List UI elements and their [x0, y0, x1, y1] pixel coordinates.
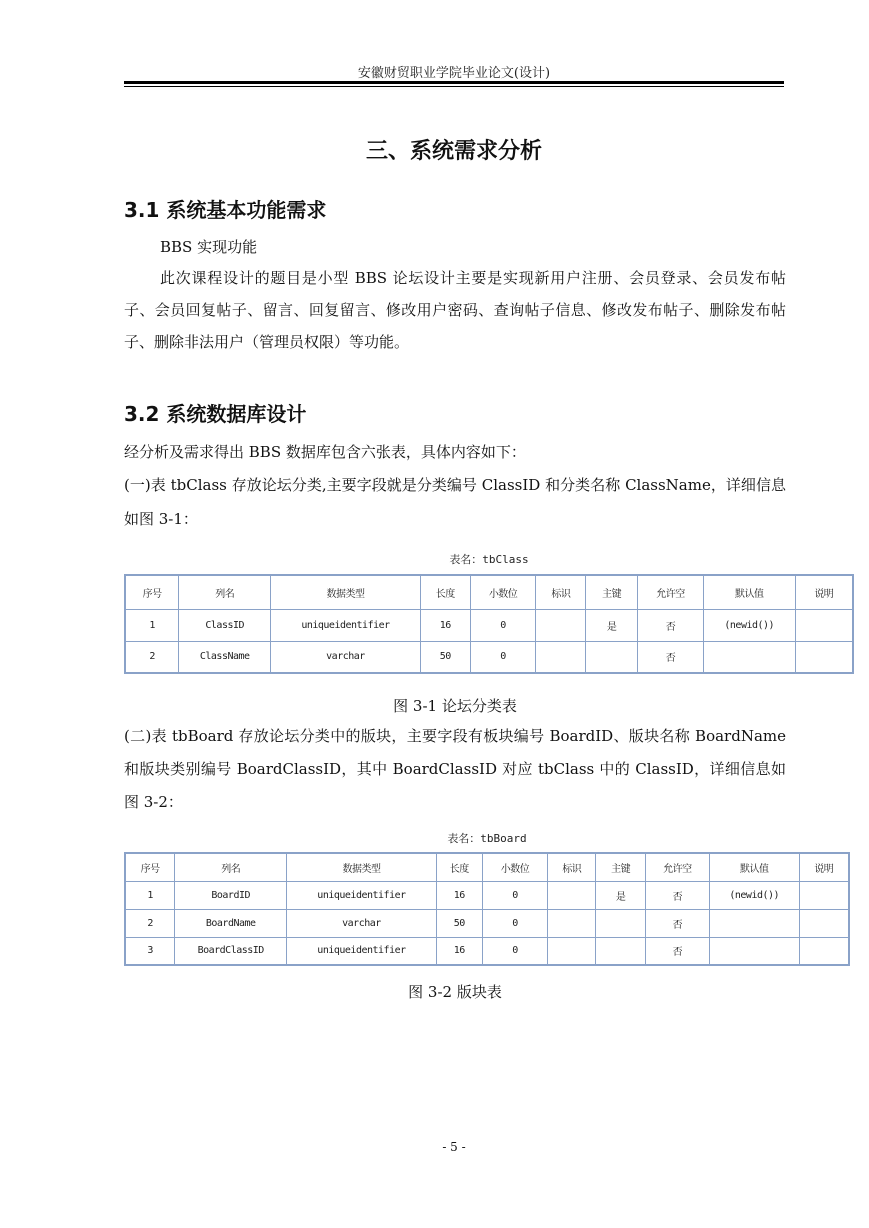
table-cell	[536, 641, 586, 673]
section-3-1-paragraph: 此次课程设计的题目是小型 BBS 论坛设计主要是实现新用户注册、会员登录、会员发布帖子、会员回复帖子、留言、回复留言、修改用户密码、查询帖子信息、修改发布帖子、删除发布帖子、删除非法用户（管理员权限）等功能。	[124, 269, 786, 351]
table-cell: 2	[125, 909, 175, 937]
table-cell: uniqueidentifier	[287, 881, 437, 909]
table-cell: 16	[436, 881, 482, 909]
table-cell: (newid())	[709, 881, 799, 909]
section-3-2-item-1: (一)表 tbClass 存放论坛分类,主要字段就是分类编号 ClassID 和分类名称 ClassName，详细信息如图 3-1：	[124, 476, 786, 528]
table-cell: 50	[420, 641, 470, 673]
table-cell: 0	[482, 881, 548, 909]
table-cell: uniqueidentifier	[287, 937, 437, 965]
section-3-2-intro: 经分析及需求得出 BBS 数据库包含六张表，具体内容如下：	[124, 443, 526, 461]
figure-3-2-caption: 图 3-2 版块表	[408, 983, 502, 1001]
table-tbboard	[124, 852, 850, 966]
table-cell	[799, 909, 849, 937]
column-header: 主键	[586, 575, 638, 609]
column-header: 默认值	[709, 853, 799, 881]
table-2-label: 表名：tbBoard	[447, 832, 527, 845]
table-cell: varchar	[287, 909, 437, 937]
table-cell: 16	[436, 937, 482, 965]
table-cell	[548, 881, 596, 909]
chapter-title: 三、系统需求分析	[365, 139, 542, 164]
running-header: 安徽财贸职业学院毕业论文(设计)	[357, 66, 551, 81]
column-header: 序号	[125, 853, 175, 881]
column-header: 允许空	[638, 575, 704, 609]
column-header: 数据类型	[271, 575, 421, 609]
table-cell: BoardClassID	[175, 937, 287, 965]
column-header: 长度	[436, 853, 482, 881]
section-3-1-subtitle: BBS 实现功能	[160, 238, 258, 256]
table-cell: varchar	[271, 641, 421, 673]
column-header: 标识	[548, 853, 596, 881]
column-header: 长度	[420, 575, 470, 609]
table-cell: 1	[125, 881, 175, 909]
table-row	[125, 909, 849, 937]
page-number: - 5 -	[442, 1140, 466, 1154]
table-cell: ClassID	[179, 609, 271, 641]
column-header: 说明	[799, 853, 849, 881]
column-header: 序号	[125, 575, 179, 609]
table-cell: ClassName	[179, 641, 271, 673]
table-cell	[795, 641, 853, 673]
table-cell: 0	[482, 937, 548, 965]
table-cell	[709, 909, 799, 937]
table-cell: 是	[586, 609, 638, 641]
table-cell	[586, 641, 638, 673]
table-row	[125, 881, 849, 909]
table-cell: 50	[436, 909, 482, 937]
table-header-row	[125, 575, 853, 609]
table-cell	[799, 881, 849, 909]
section-3-2-title: 3.2 系统数据库设计	[124, 402, 307, 426]
column-header: 标识	[536, 575, 586, 609]
header-rule-thin	[124, 86, 784, 87]
section-3-2-item-2: (二)表 tbBoard 存放论坛分类中的版块，主要字段有板块编号 BoardID、版块名称 BoardName 和版块类别编号 BoardClassID，其中 BoardClassID 对应 tbClass 中的 ClassID，详细信息如图 3-2：	[124, 727, 786, 811]
table-cell: 否	[646, 881, 710, 909]
table-cell: 否	[646, 937, 710, 965]
table-cell	[548, 937, 596, 965]
table-row	[125, 641, 853, 673]
column-header: 列名	[175, 853, 287, 881]
table-tbclass	[124, 574, 854, 674]
table-cell: 2	[125, 641, 179, 673]
table-cell: (newid())	[703, 609, 795, 641]
table-1-label: 表名：tbClass	[449, 553, 529, 566]
table-cell: 否	[646, 909, 710, 937]
table-cell: uniqueidentifier	[271, 609, 421, 641]
column-header: 说明	[795, 575, 853, 609]
column-header: 小数位	[470, 575, 536, 609]
table-cell: 否	[638, 641, 704, 673]
table-cell	[709, 937, 799, 965]
table-cell: 是	[596, 881, 646, 909]
table-cell: BoardID	[175, 881, 287, 909]
column-header: 默认值	[703, 575, 795, 609]
section-3-1-title: 3.1 系统基本功能需求	[124, 198, 327, 222]
table-cell	[536, 609, 586, 641]
column-header: 小数位	[482, 853, 548, 881]
table-cell	[596, 937, 646, 965]
table-cell	[795, 609, 853, 641]
column-header: 列名	[179, 575, 271, 609]
table-cell: BoardName	[175, 909, 287, 937]
table-cell: 0	[470, 609, 536, 641]
figure-3-1-caption: 图 3-1 论坛分类表	[393, 697, 517, 715]
header-rule-thick	[124, 81, 784, 84]
column-header: 主键	[596, 853, 646, 881]
table-cell	[703, 641, 795, 673]
table-cell: 3	[125, 937, 175, 965]
table-cell: 0	[482, 909, 548, 937]
column-header: 数据类型	[287, 853, 437, 881]
table-row	[125, 609, 853, 641]
table-cell: 否	[638, 609, 704, 641]
table-cell: 16	[420, 609, 470, 641]
table-cell: 0	[470, 641, 536, 673]
table-cell	[548, 909, 596, 937]
table-cell: 1	[125, 609, 179, 641]
table-header-row	[125, 853, 849, 881]
column-header: 允许空	[646, 853, 710, 881]
table-row	[125, 937, 849, 965]
table-cell	[799, 937, 849, 965]
table-cell	[596, 909, 646, 937]
